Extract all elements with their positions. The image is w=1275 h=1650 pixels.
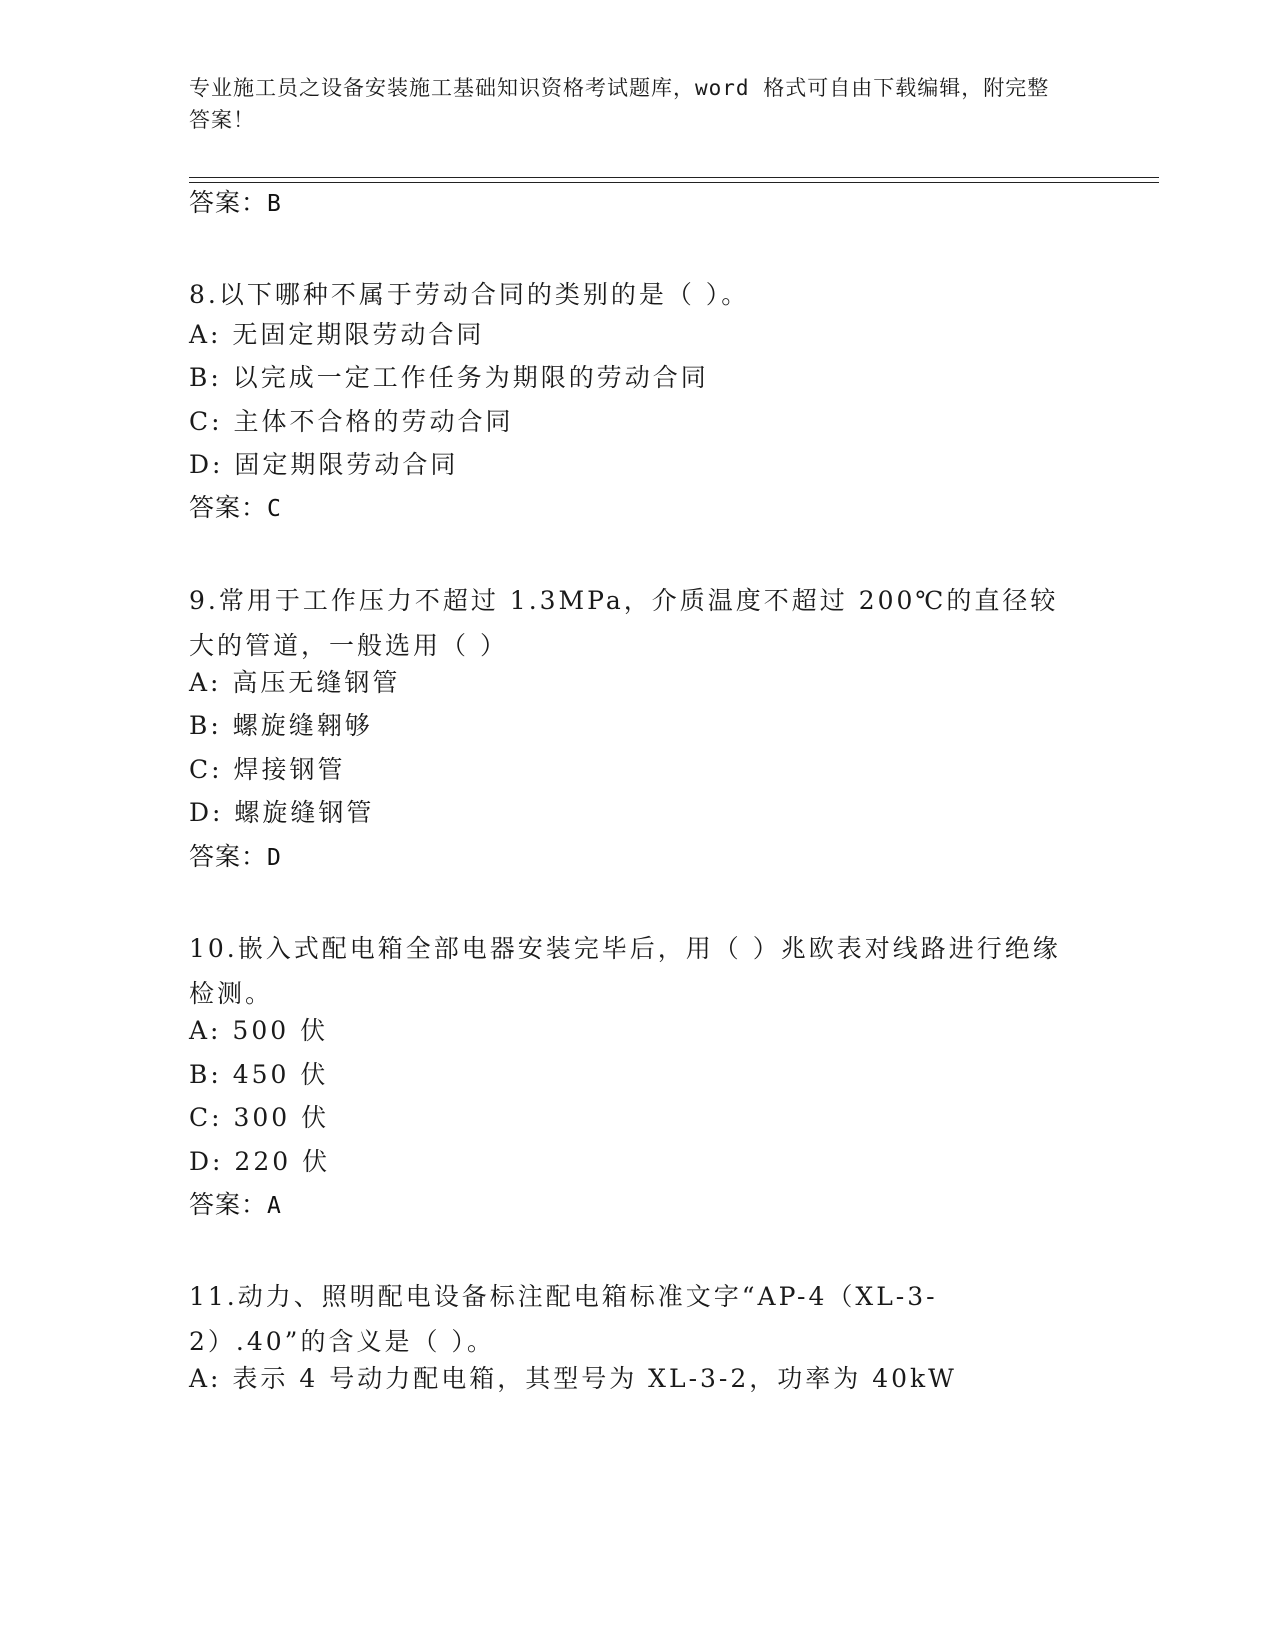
question-8-text: 8.以下哪种不属于劳动合同的类别的是（ ）。 (189, 280, 750, 309)
answer-label: 答案： (189, 493, 268, 522)
question-10-option-c: C: 300 伏 (189, 1103, 330, 1132)
answer-value: B (267, 191, 282, 217)
answer-label: 答案： (189, 188, 268, 217)
question-11-option-a: A: 表示 4 号动力配电箱，其型号为 XL-3-2，功率为 40kW (189, 1364, 957, 1393)
header-rule-bottom (189, 182, 1159, 183)
question-10-text: 10.嵌入式配电箱全部电器安装完毕后，用（ ）兆欧表对线路进行绝缘检测。 (189, 934, 1061, 1008)
question-11-text: 11.动力、照明配电设备标注配电箱标准文字“AP-4（XL-3-2）.40”的含义是（ ）。 (189, 1282, 938, 1356)
answer-line-10 (189, 1190, 282, 1221)
document-header: 专业施工员之设备安装施工基础知识资格考试题库，word 格式可自由下载编辑，附完整答案！ (189, 76, 1050, 132)
answer-label: 答案： (189, 842, 268, 871)
answer-line-8 (189, 493, 282, 524)
question-8-option-c: C: 主体不合格的劳动合同 (189, 407, 514, 436)
question-9-text: 9.常用于工作压力不超过 1.3MPa，介质温度不超过 200℃的直径较大的管道，一般选用（ ） (189, 586, 1059, 660)
question-9-option-d: D: 螺旋缝钢管 (189, 798, 375, 827)
answer-value: A (267, 1193, 282, 1219)
question-9-option-a: A: 高压无缝钢管 (189, 668, 401, 697)
question-8-option-a: A: 无固定期限劳动合同 (189, 320, 485, 349)
question-10-option-b: B: 450 伏 (189, 1060, 329, 1089)
question-10-option-a: A: 500 伏 (189, 1016, 329, 1045)
question-9-option-c: C: 焊接钢管 (189, 755, 346, 784)
answer-value: C (267, 496, 282, 522)
answer-label: 答案： (189, 1190, 268, 1219)
answer-value: D (267, 845, 282, 871)
answer-line-9 (189, 842, 282, 873)
question-9-option-b: B: 螺旋缝翱够 (189, 711, 373, 740)
answer-line-7 (189, 188, 282, 219)
question-10-option-d: D: 220 伏 (189, 1147, 331, 1176)
question-8-option-b: B: 以完成一定工作任务为期限的劳动合同 (189, 363, 709, 392)
header-rule-top (189, 177, 1159, 178)
question-8-option-d: D: 固定期限劳动合同 (189, 450, 459, 479)
